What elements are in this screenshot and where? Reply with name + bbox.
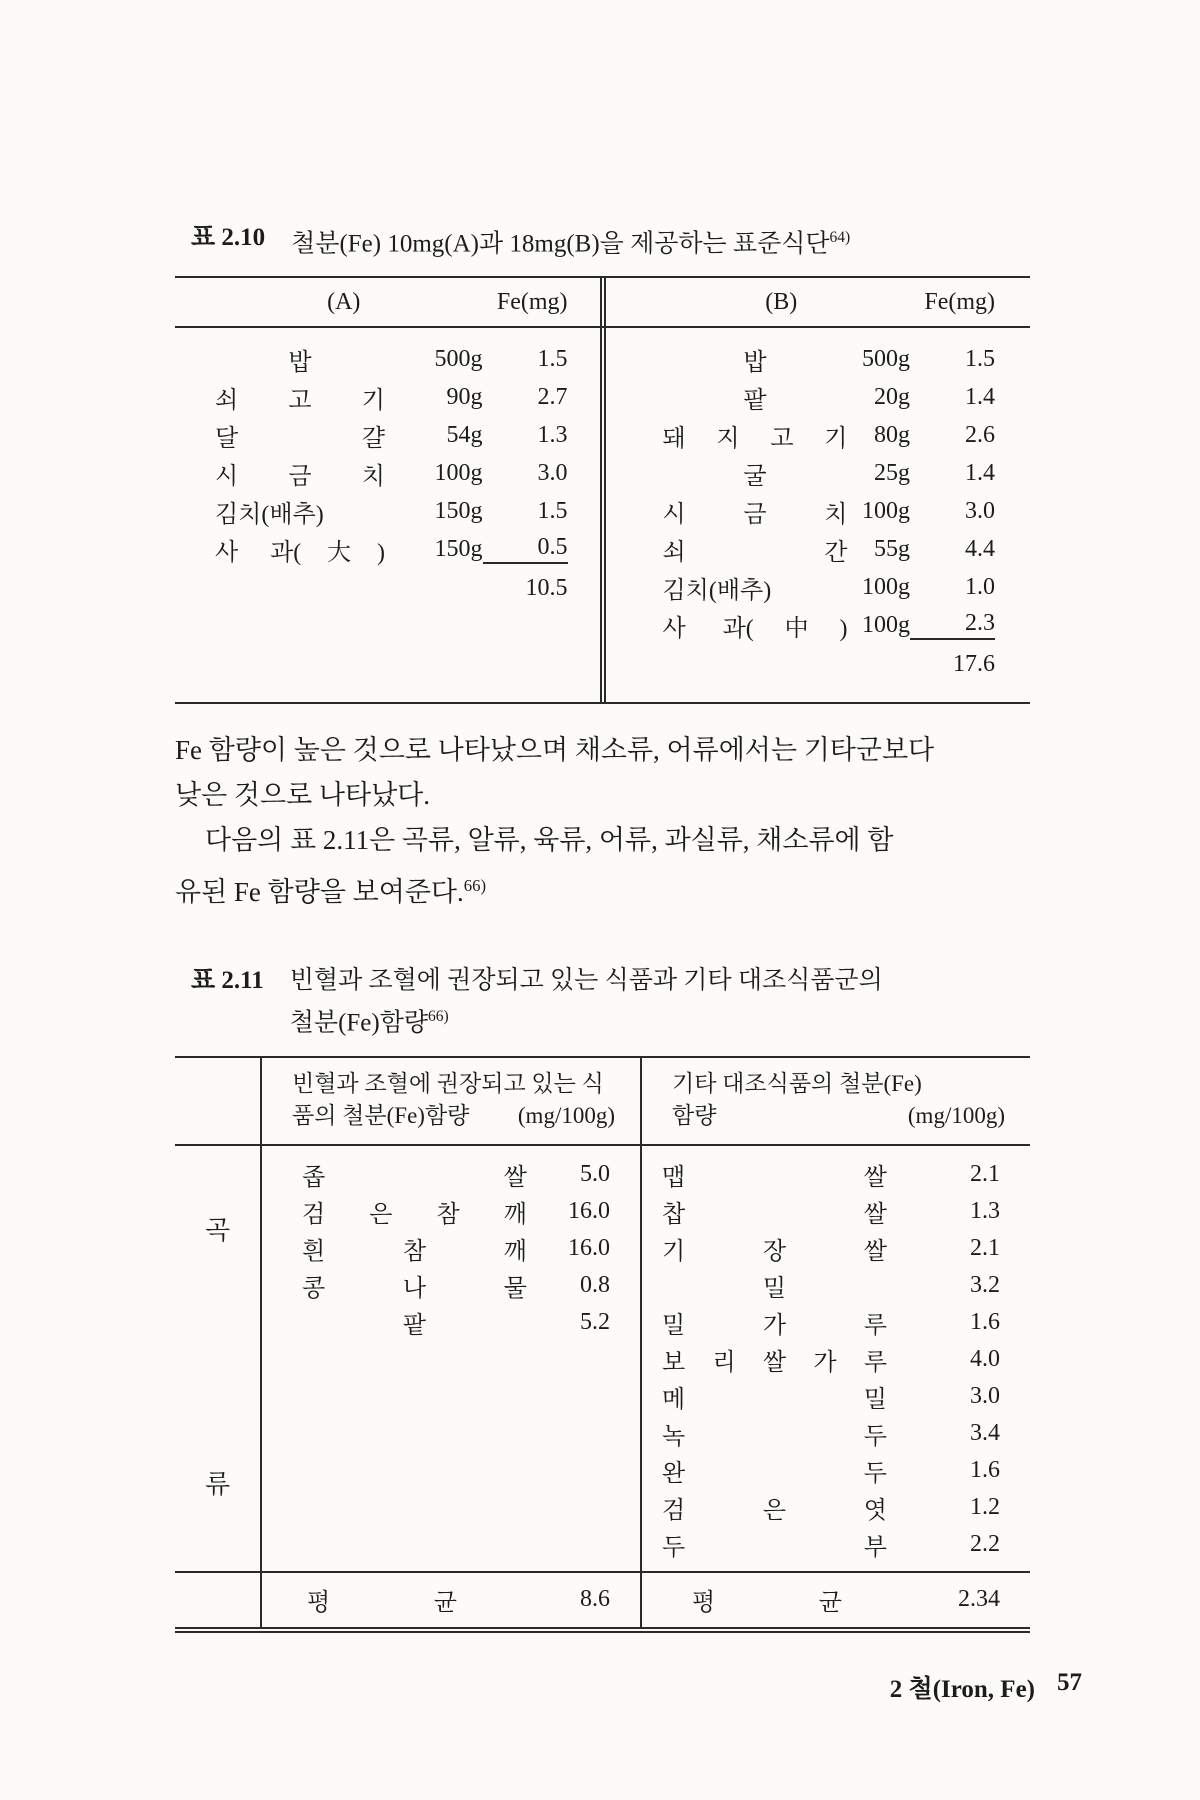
food-amount: 500g [862, 345, 910, 372]
table-2-10 [175, 276, 1030, 704]
food-fe-value: 16.0 [568, 1234, 610, 1261]
food-name: 좁 쌀 [302, 1164, 527, 1191]
total-fe-value: 10.5 [525, 575, 568, 602]
table-row [603, 568, 1031, 606]
paragraph-line: 낮은 것으로 나타났다. [175, 780, 430, 811]
food-name: 녹 두 [662, 1423, 887, 1450]
table-2-11-caption-text [290, 963, 883, 1041]
food-name: 완 두 [662, 1460, 887, 1487]
table-row [642, 1230, 1030, 1267]
food-name: 메 밀 [662, 1386, 887, 1413]
table-row [262, 1304, 640, 1341]
table-2-10-diet-b-column [603, 340, 1031, 682]
group-label-bottom: 류 [204, 1469, 231, 1499]
header-right-line1: 기타 대조식품의 철분(Fe) [672, 1070, 922, 1096]
table-2-11-caption [191, 963, 1030, 1041]
header-left-unit: (mg/100g) [517, 1102, 615, 1128]
table-2-11-header-right [640, 1058, 1030, 1144]
food-name: 찹 쌀 [662, 1201, 887, 1228]
right-average-label: 평 균 [692, 1590, 842, 1617]
left-average-cell [260, 1573, 640, 1627]
column-header-b: (B) [765, 288, 798, 315]
table-2-11-caption-line1: 빈혈과 조혈에 권장되고 있는 식품과 기타 대조식품군의 [289, 967, 883, 995]
table-row [603, 454, 1031, 492]
table-2-10-header-b [603, 289, 1031, 316]
table-row [642, 1452, 1030, 1489]
table-row [262, 1156, 640, 1193]
footnote-ref-66: 66) [463, 876, 487, 896]
paragraph-line: Fe 함량이 높은 것으로 나타났으며 채소류, 어류에서는 기타군보다 [175, 735, 935, 766]
food-name: 밀 가 루 [662, 1312, 887, 1339]
recommended-foods-column [260, 1146, 640, 1571]
food-fe-value: 3.2 [970, 1271, 1000, 1298]
table-total-row [175, 568, 603, 606]
table-row [642, 1304, 1030, 1341]
left-average-label: 평 균 [307, 1590, 457, 1617]
food-fe-value: 2.7 [537, 383, 568, 410]
table-2-10-column-divider [600, 278, 606, 702]
column-header-a: (A) [327, 288, 361, 315]
food-name: 기 장 쌀 [662, 1238, 887, 1265]
food-name: 김치(배추) [215, 501, 324, 528]
table-2-11-caption-line2 [290, 999, 883, 1041]
header-right-line2 [672, 1100, 1005, 1132]
page-footer [175, 1669, 1082, 1705]
food-amount: 54g [446, 421, 483, 448]
food-fe-value: 4.0 [970, 1345, 1000, 1372]
food-fe-value: 1.5 [965, 345, 995, 372]
food-name: 사 과(大) [215, 539, 385, 566]
table-2-11-header-left [260, 1058, 640, 1144]
table-row [603, 416, 1031, 454]
food-name: 사 과(中) [662, 615, 848, 642]
food-fe-value: 3.0 [970, 1382, 1000, 1409]
table-row [642, 1193, 1030, 1230]
table-total-row [603, 644, 1031, 682]
food-fe-value: 0.8 [580, 1271, 610, 1298]
food-amount: 150g [434, 497, 483, 524]
table-2-11-header [175, 1058, 1030, 1146]
header-right-unit: (mg/100g) [907, 1102, 1005, 1128]
table-2-10-caption-body: 철분(Fe) 10mg(A)과 18mg(B)을 제공하는 표준식단 [291, 230, 830, 258]
food-fe-value: 3.0 [965, 497, 995, 524]
food-amount: 150g [434, 535, 483, 562]
table-2-10-header-a [175, 289, 603, 316]
row-group-label-grains [175, 1146, 260, 1571]
food-name: 쇠 간 [662, 539, 848, 566]
table-row [603, 606, 1031, 644]
food-name: 팥 [402, 1312, 427, 1339]
food-fe-value: 5.0 [580, 1160, 610, 1187]
column-header-fe-b: Fe(mg) [924, 288, 995, 315]
header-left-line1: 빈혈과 조혈에 권장되고 있는 식 [292, 1070, 604, 1096]
food-amount: 100g [862, 497, 910, 524]
table-2-11-body [175, 1146, 1030, 1571]
food-name: 팥 [743, 387, 767, 414]
footnote-ref-66: 66) [428, 1008, 449, 1026]
control-foods-column [640, 1146, 1030, 1571]
table-2-11-caption-line2-text: 철분(Fe)함량 [289, 1009, 429, 1037]
header-left-line2 [292, 1100, 615, 1132]
table-row [642, 1526, 1030, 1563]
table-row [175, 454, 603, 492]
table-row [642, 1489, 1030, 1526]
food-fe-value: 1.3 [970, 1197, 1000, 1224]
food-fe-value: 2.1 [970, 1234, 1000, 1261]
food-amount: 90g [446, 383, 483, 410]
table-2-10-caption [191, 220, 1030, 262]
food-name: 돼 지 고 기 [662, 425, 848, 452]
table-row [262, 1267, 640, 1304]
right-average-cell [640, 1573, 1030, 1627]
food-amount: 25g [874, 459, 910, 486]
food-name: 검 은 엿 [662, 1497, 887, 1524]
food-fe-value: 3.4 [970, 1419, 1000, 1446]
table-row [642, 1341, 1030, 1378]
food-fe-value: 1.5 [537, 497, 568, 524]
food-amount: 500g [434, 345, 483, 372]
food-name: 밥 [743, 349, 767, 376]
food-amount: 80g [874, 421, 910, 448]
table-2-11-caption-label: 표 2.11 [191, 967, 264, 995]
food-name: 김치(배추) [662, 577, 772, 604]
food-name: 콩 나 물 [302, 1275, 527, 1302]
food-fe-value: 0.5 [483, 534, 568, 564]
food-amount: 20g [874, 383, 910, 410]
food-fe-value: 5.2 [580, 1308, 610, 1335]
table-row [175, 378, 603, 416]
food-name: 달 걀 [215, 425, 385, 452]
table-row [603, 492, 1031, 530]
food-name: 흰 참 깨 [302, 1238, 527, 1265]
table-row [603, 530, 1031, 568]
food-fe-value: 2.3 [910, 610, 995, 640]
food-fe-value: 1.5 [537, 345, 568, 372]
table-2-10-caption-text [291, 220, 850, 262]
table-row [642, 1378, 1030, 1415]
food-name: 밀 [762, 1275, 787, 1302]
group-cell-empty [175, 1573, 260, 1627]
left-average-value: 8.6 [580, 1586, 610, 1613]
group-label-top: 곡 [204, 1215, 231, 1245]
food-name: 검 은 참 깨 [302, 1201, 527, 1228]
food-name: 밥 [288, 349, 312, 376]
food-fe-value: 1.4 [965, 459, 995, 486]
food-fe-value: 2.1 [970, 1160, 1000, 1187]
chapter-title: 2 철(Iron, Fe) [889, 1675, 1035, 1703]
body-text [175, 728, 1030, 915]
food-amount: 100g [862, 611, 910, 638]
food-fe-value: 2.6 [965, 421, 995, 448]
food-fe-value: 1.3 [537, 421, 568, 448]
food-name: 보 리 쌀 가 루 [662, 1349, 887, 1376]
food-fe-value: 1.6 [970, 1456, 1000, 1483]
table-row [175, 530, 603, 568]
table-row [262, 1193, 640, 1230]
right-average-value: 2.34 [958, 1586, 1000, 1613]
paragraph-line-text: 유된 Fe 함량을 보여준다. [175, 877, 464, 908]
table-2-10-caption-label: 표 2.10 [191, 224, 266, 251]
food-fe-value: 4.4 [965, 535, 995, 562]
food-amount: 100g [434, 459, 483, 486]
food-amount: 55g [874, 535, 910, 562]
food-fe-value: 2.2 [970, 1530, 1000, 1557]
food-name: 시 금 치 [662, 501, 848, 528]
food-name: 두 부 [662, 1534, 887, 1561]
table-row [642, 1415, 1030, 1452]
food-fe-value: 1.0 [965, 573, 995, 600]
page-content [175, 220, 1082, 1705]
table-2-10-diet-a-column [175, 340, 603, 606]
table-row [175, 340, 603, 378]
table-row [175, 416, 603, 454]
food-fe-value: 1.2 [970, 1493, 1000, 1520]
group-header-cell [175, 1058, 260, 1144]
food-fe-value: 16.0 [568, 1197, 610, 1224]
header-left-line2-label: 품의 철분(Fe)함량 [292, 1102, 470, 1128]
table-2-11-average-row [175, 1571, 1030, 1627]
table-row [175, 492, 603, 530]
column-header-fe-a: Fe(mg) [496, 288, 568, 315]
food-name: 굴 [743, 463, 767, 490]
header-right-line2-label: 함량 [672, 1102, 717, 1128]
table-row [603, 340, 1031, 378]
food-name: 쇠 고 기 [215, 387, 385, 414]
food-amount: 100g [862, 573, 910, 600]
table-row [603, 378, 1031, 416]
paragraph-line: 다음의 표 2.11은 곡류, 알류, 육류, 어류, 과실류, 채소류에 함 [205, 825, 894, 856]
food-name: 맵 쌀 [662, 1164, 887, 1191]
table-2-11 [175, 1056, 1030, 1633]
table-row [642, 1267, 1030, 1304]
page-number: 57 [1057, 1668, 1082, 1696]
total-fe-value: 17.6 [953, 651, 995, 678]
food-fe-value: 1.4 [965, 383, 995, 410]
table-row [642, 1156, 1030, 1193]
food-name: 시 금 치 [215, 463, 385, 490]
paragraph-line [175, 863, 1030, 915]
food-fe-value: 3.0 [537, 459, 568, 486]
footnote-ref-64: 64) [829, 229, 851, 246]
table-row [262, 1230, 640, 1267]
food-fe-value: 1.6 [970, 1308, 1000, 1335]
